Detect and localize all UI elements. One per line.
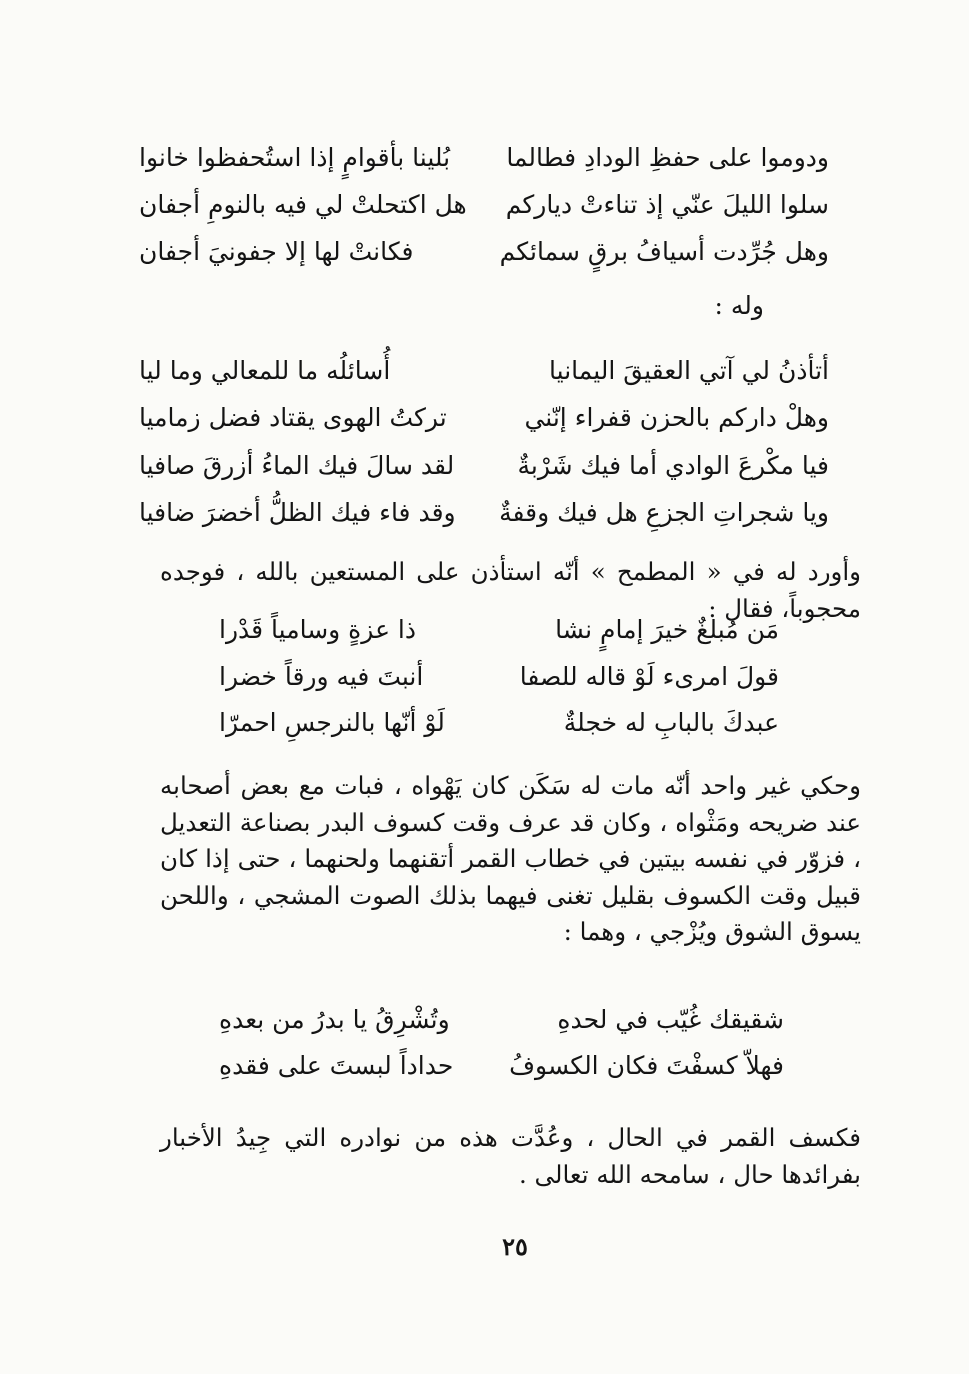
verse-first-hemistich: عبدكَ بالبابِ له خجلةٌ [563, 708, 779, 737]
verse-second-hemistich: وتُشْرِقُ يا بدرُ من بعدهِ [219, 1005, 450, 1034]
verse-first-hemistich: ودوموا على حفظِ الودادِ فطالما [506, 143, 829, 172]
verse-second-hemistich: تركتُ الهوى يقتاد فضل زماميا [139, 403, 447, 432]
verse-first-hemistich: شقيقك غُيّب في لحدهِ [557, 1005, 784, 1034]
verse-first-hemistich: وهلْ داركم بالحزن قفراء إنّني [524, 403, 829, 432]
verse-second-hemistich: لقد سالَ فيك الماءُ أزرقَ صافيا [139, 451, 455, 480]
prose-paragraph: فكسف القمر في الحال ، وعُدَّت هذه من نوادره التي جِيدُ الأخبار بفرائدها حال ، سامحه الله تعالى . [160, 1123, 861, 1189]
verse-second-hemistich: أُسائلُه ما للمعالي وما ليا [139, 356, 391, 385]
verse-first-hemistich: وهل جُرِّدت أسيافُ برقٍ سمائكم [499, 237, 829, 266]
verse-second-hemistich: لَوْ أنّها بالنرجسِ احمرّا [219, 708, 445, 737]
verse-first-hemistich: سلوا الليلَ عنّي إذ تناءتْ دياركم [505, 190, 829, 219]
verse-second-hemistich: أنبتَ فيه ورقاً خضرا [219, 662, 424, 691]
verse-first-hemistich: مَن مُبلغٌ خيرَ إمامٍ نشا [555, 615, 779, 644]
verse-first-hemistich: فيا مكْرعَ الوادي أما فيك شَرْبةٌ [517, 451, 829, 480]
page-number: ٢٥ [502, 1232, 528, 1261]
prose-paragraph: وحكي غير واحد أنّه مات له سَكَن كان يَهْواه ، فبات مع بعض أصحابه عند ضريحه ومَثْواه ، وكان قد عرف وقت كسوف البدر بصناعة التعديل ، فزوّر في نفسه بيتين في خطاب القمر أتقنهما ولحنهما ، حتى إذا كان قبيل وقت الكسوف بقليل تغنى فيهما بذلك الصوت المشجي ، واللحن يسوق الشوق ويُزْجي ، وهما : [160, 771, 861, 946]
verse-second-hemistich: بُلينا بأقوامٍ إذا استُحفظوا خانوا [139, 143, 451, 172]
verse-first-hemistich: فهلاّ كسفْتَ فكان الكسوفُ [509, 1051, 784, 1080]
verse-second-hemistich: حداداً لبستَ على فقدهِ [219, 1051, 454, 1080]
verse-second-hemistich: فكانتْ لها إلا جفونيَ أجفان [139, 237, 414, 266]
verse-second-hemistich: هل اكتحلتْ لي فيه بالنومِ أجفان [139, 190, 467, 219]
verse-first-hemistich: ويا شجراتِ الجزعِ هل فيك وقفةٌ [499, 498, 829, 527]
prose-paragraph: وأورد له في « المطمح » أنّه استأذن على المستعين بالله ، فوجده محجوباً، فقال : [160, 557, 861, 623]
verse-first-hemistich: قولَ امرىء لَوْ قاله للصفا [519, 662, 779, 691]
verse-second-hemistich: ذا عزةٍ وسامياً قَدْرا [219, 615, 417, 644]
verse-second-hemistich: وقد فاء فيك الظلُّ أخضرَ ضافيا [139, 498, 456, 527]
section-label: وله : [714, 291, 764, 320]
verse-first-hemistich: أتأذنُ لي آتي العقيقَ اليمانيا [549, 356, 829, 385]
